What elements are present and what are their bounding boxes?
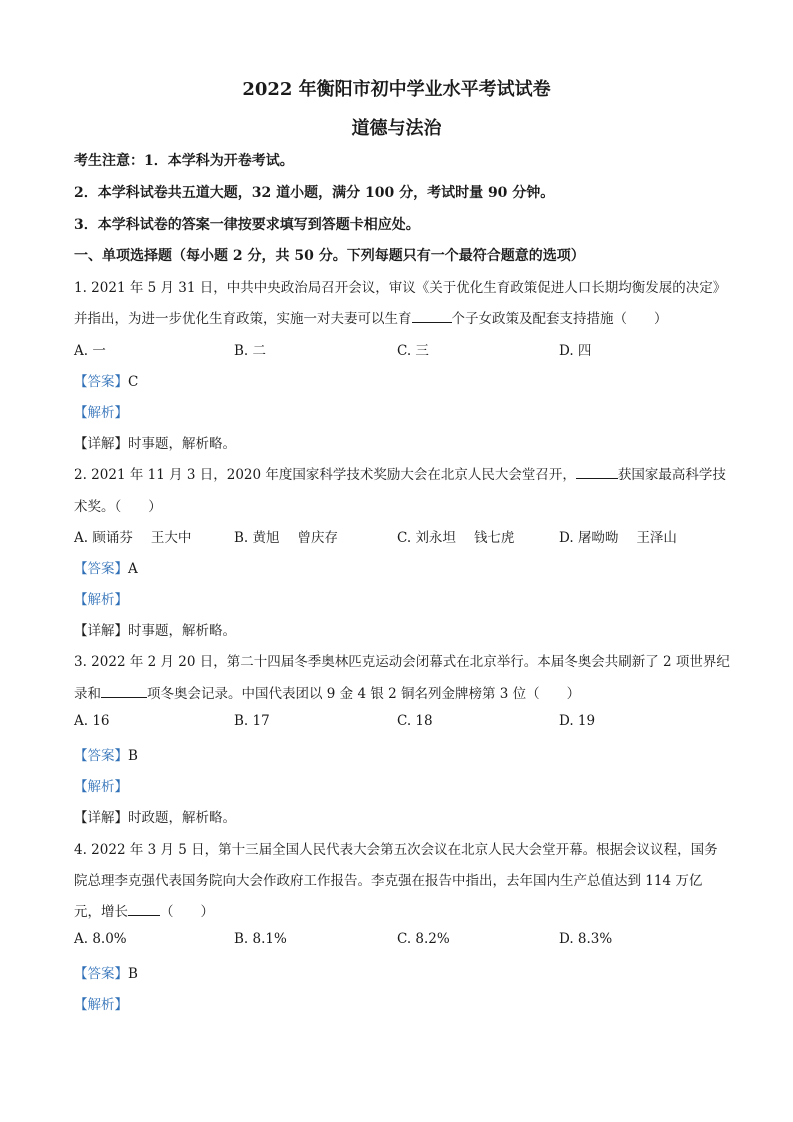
notice-line-2: 2．本学科试卷共五道大题，32 道小题，满分 100 分，考试时量 90 分钟。: [74, 185, 555, 201]
answer-value: B: [128, 748, 138, 764]
q4-option-a: A. 8.0%: [74, 931, 127, 947]
fill-blank: [101, 685, 147, 698]
q3-option-b: B. 17: [234, 713, 270, 729]
q4-option-c: C. 8.2%: [397, 931, 450, 947]
question-2-text-pre: 2. 2021 年 11 月 3 日，2020 年度国家科学技术奖励大会在北京人民大会堂召开，: [74, 467, 576, 483]
fill-blank: [412, 310, 452, 323]
answer-tag: 【答案】: [74, 374, 128, 390]
detail-text: 时事题，解析略。: [128, 436, 236, 452]
question-2-line-1: [74, 463, 726, 483]
question-4-text-post: （ ）: [160, 904, 214, 920]
notice-line-1: 考生注意：1．本学科为开卷考试。: [74, 153, 294, 169]
question-1-line-1: 1. 2021 年 5 月 31 日，中共中央政治局召开会议，审议《关于优化生育政策促进人口长期均衡发展的决定》: [74, 280, 727, 296]
q2-option-a: A. 顾诵芬 王大中: [74, 530, 192, 546]
question-2-text-post: 获国家最高科学技: [617, 467, 726, 483]
q2-option-c: C. 刘永坦 钱七虎: [397, 530, 515, 546]
q1-answer: [74, 370, 138, 390]
answer-tag: 【答案】: [74, 748, 128, 764]
q1-detail: [74, 432, 236, 452]
question-2-line-2: 术奖。（ ）: [74, 499, 162, 515]
q1-option-a: A. 一: [74, 343, 106, 359]
exam-title: 2022 年衡阳市初中学业水平考试试卷: [242, 79, 551, 100]
question-3-text-post: 项冬奥会记录。中国代表团以 9 金 4 银 2 铜名列金牌榜第 3 位（ ）: [147, 686, 581, 702]
q2-option-b: B. 黄旭 曾庆存: [234, 530, 339, 546]
answer-tag: 【答案】: [74, 966, 128, 982]
answer-value: A: [128, 561, 138, 577]
q3-option-c: C. 18: [397, 713, 433, 729]
q1-option-c: C. 三: [397, 343, 429, 359]
q3-option-d: D. 19: [559, 713, 596, 729]
q4-option-b: B. 8.1%: [234, 931, 287, 947]
answer-value: C: [128, 374, 139, 390]
q4-answer: [74, 962, 138, 982]
q3-answer: [74, 744, 138, 764]
q1-analysis-tag: 【解析】: [74, 405, 128, 421]
q2-option-d: D. 屠呦呦 王泽山: [559, 530, 677, 546]
question-1-text-post: 个子女政策及配套支持措施（ ）: [451, 311, 668, 327]
detail-tag: 【详解】: [74, 436, 128, 452]
question-3-line-1: 3. 2022 年 2 月 20 日，第二十四届冬季奥林匹克运动会闭幕式在北京举行。本届冬奥会共刷新了 2 项世界纪: [74, 654, 730, 670]
q2-answer: [74, 557, 138, 577]
question-1-text-pre: 并指出，为进一步优化生育政策，实施一对夫妻可以生育: [74, 311, 412, 327]
question-1-line-2: [74, 307, 668, 327]
q3-analysis-tag: 【解析】: [74, 779, 128, 795]
q4-option-d: D. 8.3%: [559, 931, 613, 947]
q3-option-a: A. 16: [74, 713, 110, 729]
q1-option-b: B. 二: [234, 343, 267, 359]
q2-detail: [74, 619, 236, 639]
section-title: 一、单项选择题（每小题 2 分，共 50 分。下列每题只有一个最符合题意的选项）: [74, 248, 585, 264]
q3-detail: [74, 806, 236, 826]
fill-blank: [576, 466, 618, 479]
answer-tag: 【答案】: [74, 561, 128, 577]
answer-value: B: [128, 966, 138, 982]
detail-tag: 【详解】: [74, 623, 128, 639]
question-3-line-2: [74, 682, 580, 702]
detail-text: 时事题，解析略。: [128, 623, 236, 639]
question-4-text-pre: 元，增长: [74, 904, 128, 920]
notice-line-3: 3．本学科试卷的答案一律按要求填写到答题卡相应处。: [74, 217, 420, 233]
exam-subject: 道德与法治: [351, 118, 442, 139]
q4-analysis-tag: 【解析】: [74, 997, 128, 1013]
detail-tag: 【详解】: [74, 810, 128, 826]
question-3-text-pre: 录和: [74, 686, 101, 702]
question-4-line-2: 院总理李克强代表国务院向大会作政府工作报告。李克强在报告中指出，去年国内生产总值达到 114 万亿: [74, 873, 703, 889]
fill-blank: [128, 903, 160, 916]
q2-analysis-tag: 【解析】: [74, 592, 128, 608]
question-4-line-3: [74, 900, 214, 920]
detail-text: 时政题，解析略。: [128, 810, 236, 826]
q1-option-d: D. 四: [559, 343, 592, 359]
question-4-line-1: 4. 2022 年 3 月 5 日，第十三届全国人民代表大会第五次会议在北京人民大会堂开幕。根据会议议程，国务: [74, 842, 718, 858]
